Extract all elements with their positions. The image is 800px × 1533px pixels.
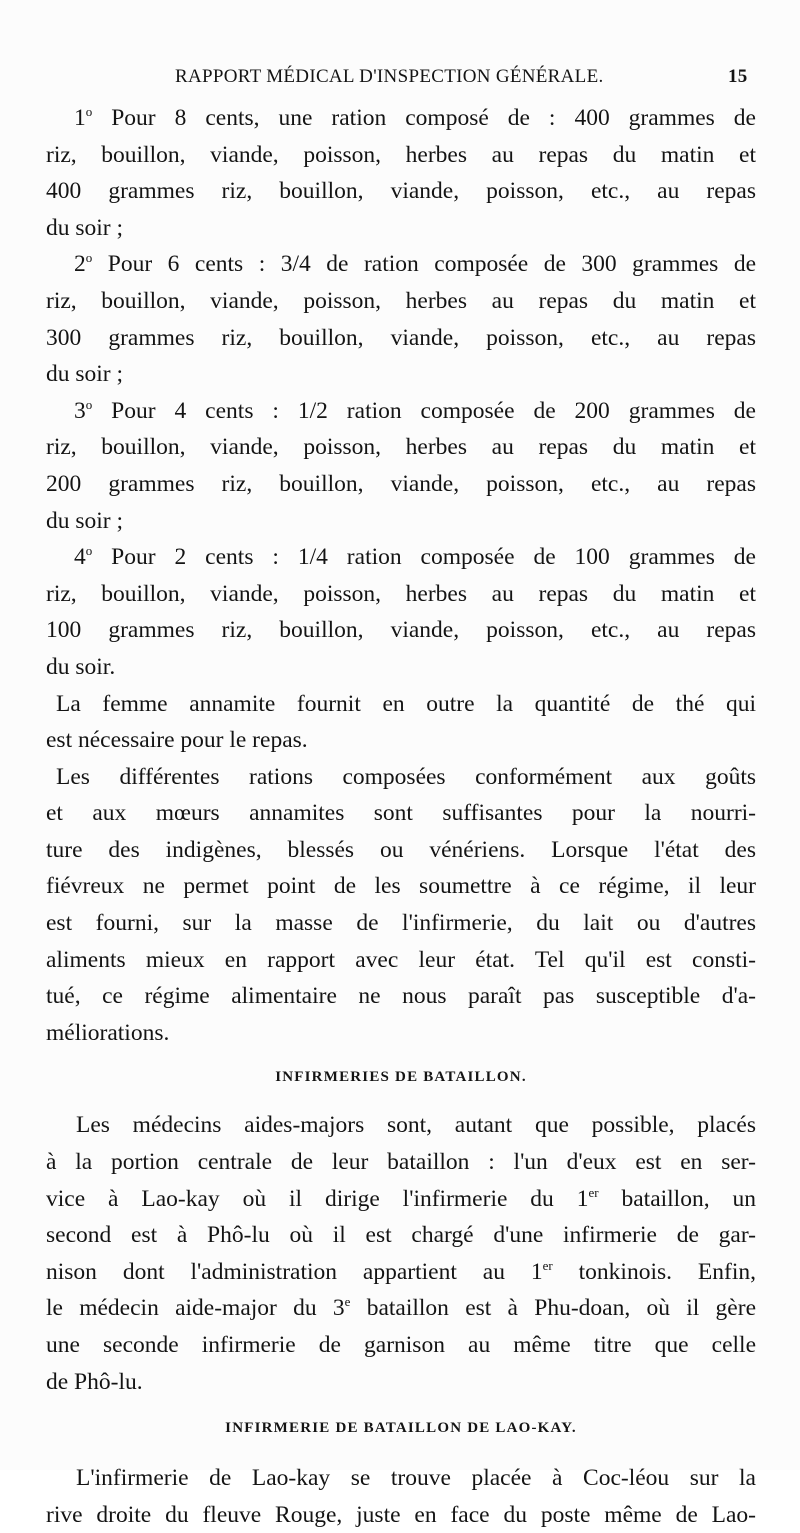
text-line: du soir ; <box>46 361 124 388</box>
text-line: est fourni, sur la masse de l'infirmerie, du lait ou d'autres <box>46 910 756 937</box>
ration-item <box>46 246 756 392</box>
text-line: rive droite du fleuve Rouge, juste en face du poste même de Lao- <box>46 1501 756 1528</box>
text-line: 4$^o$ Pour 2 cents : 1/4 ration composée de 100 grammes de <box>74 543 756 571</box>
text-line: le médecin aide-major du 3e bataillon est à Phu-doan, où il gère <box>46 1294 756 1322</box>
text-line: vice à Lao-kay où il dirige l'infirmerie du 1er bataillon, un <box>46 1184 756 1212</box>
text-line: L'infirmerie de Lao-kay se trouve placée à Coc-léou sur la <box>76 1465 756 1492</box>
text-line: tué, ce régime alimentaire ne nous paraît pas susceptible d'a- <box>46 983 756 1010</box>
ration-item <box>46 393 756 539</box>
section-heading: INFIRMERIES DE BATAILLON. <box>275 1069 527 1086</box>
text-line: Les médecins aides-majors sont, autant que possible, placés <box>76 1112 756 1139</box>
text-line: La femme annamite fournit en outre la quantité de thé qui <box>56 690 756 717</box>
text-line: 300 grammes riz, bouillon, viande, poisson, etc., au repas <box>46 324 756 351</box>
text-line: riz, bouillon, viande, poisson, herbes au repas du matin et <box>46 580 756 607</box>
text-line: riz, bouillon, viande, poisson, herbes au repas du matin et <box>46 141 756 168</box>
paragraph <box>46 759 756 1052</box>
body-text <box>46 100 756 1533</box>
text-line: 400 grammes riz, bouillon, viande, poisson, etc., au repas <box>46 178 756 205</box>
text-line: 3$^o$ Pour 4 cents : 1/2 ration composée de 200 grammes de <box>74 396 756 424</box>
page-number: 15 <box>728 66 748 87</box>
paragraph <box>46 1107 756 1400</box>
text-line: second est à Phô-lu où il est chargé d'une infirmerie de gar- <box>46 1222 756 1249</box>
text-line: du soir ; <box>46 507 124 534</box>
text-line: est nécessaire pour le repas. <box>46 727 308 754</box>
text-line: 100 grammes riz, bouillon, viande, poisson, etc., au repas <box>46 617 756 644</box>
ration-item <box>46 100 756 246</box>
paragraph <box>46 1460 756 1533</box>
text-line: ture des indigènes, blessés ou vénériens. Lorsque l'état des <box>46 836 756 863</box>
ration-item <box>46 539 756 685</box>
paragraph <box>46 686 756 759</box>
section-heading: INFIRMERIE DE BATAILLON DE LAO-KAY. <box>225 1420 577 1437</box>
ration-list <box>46 100 756 686</box>
text-line: fiévreux ne permet point de les soumettre à ce régime, il leur <box>46 873 756 900</box>
text-line: riz, bouillon, viande, poisson, herbes au repas du matin et <box>46 434 756 461</box>
text-line: une seconde infirmerie de garnison au même titre que celle <box>46 1332 756 1358</box>
text-line: 1$^o$ Pour 8 cents, une ration composé de : 400 grammes de <box>74 104 756 131</box>
running-title: RAPPORT MÉDICAL D'INSPECTION GÉNÉRALE. <box>175 66 604 87</box>
text-line: du soir. <box>46 653 116 680</box>
text-line: méliorations. <box>46 1019 170 1046</box>
text-line: 200 grammes riz, bouillon, viande, poisson, etc., au repas <box>46 470 756 497</box>
text-line: 2$^o$ Pour 6 cents : 3/4 de ration composée de 300 grammes de <box>74 250 756 278</box>
text-line: nison dont l'administration appartient au 1er tonkinois. Enfin, <box>46 1257 756 1285</box>
text-line: aliments mieux en rapport avec leur état. Tel qu'il est consti- <box>46 946 756 973</box>
text-line: de Phô-lu. <box>46 1368 143 1395</box>
text-line: riz, bouillon, viande, poisson, herbes au repas du matin et <box>46 287 756 314</box>
text-line: Les différentes rations composées conformément aux goûts <box>56 763 756 790</box>
page-header <box>0 66 800 94</box>
text-line: à la portion centrale de leur bataillon : l'un d'eux est en ser- <box>46 1149 756 1176</box>
text-line: du soir ; <box>46 214 124 241</box>
text-line: et aux mœurs annamites sont suffisantes pour la nourri- <box>46 800 756 827</box>
